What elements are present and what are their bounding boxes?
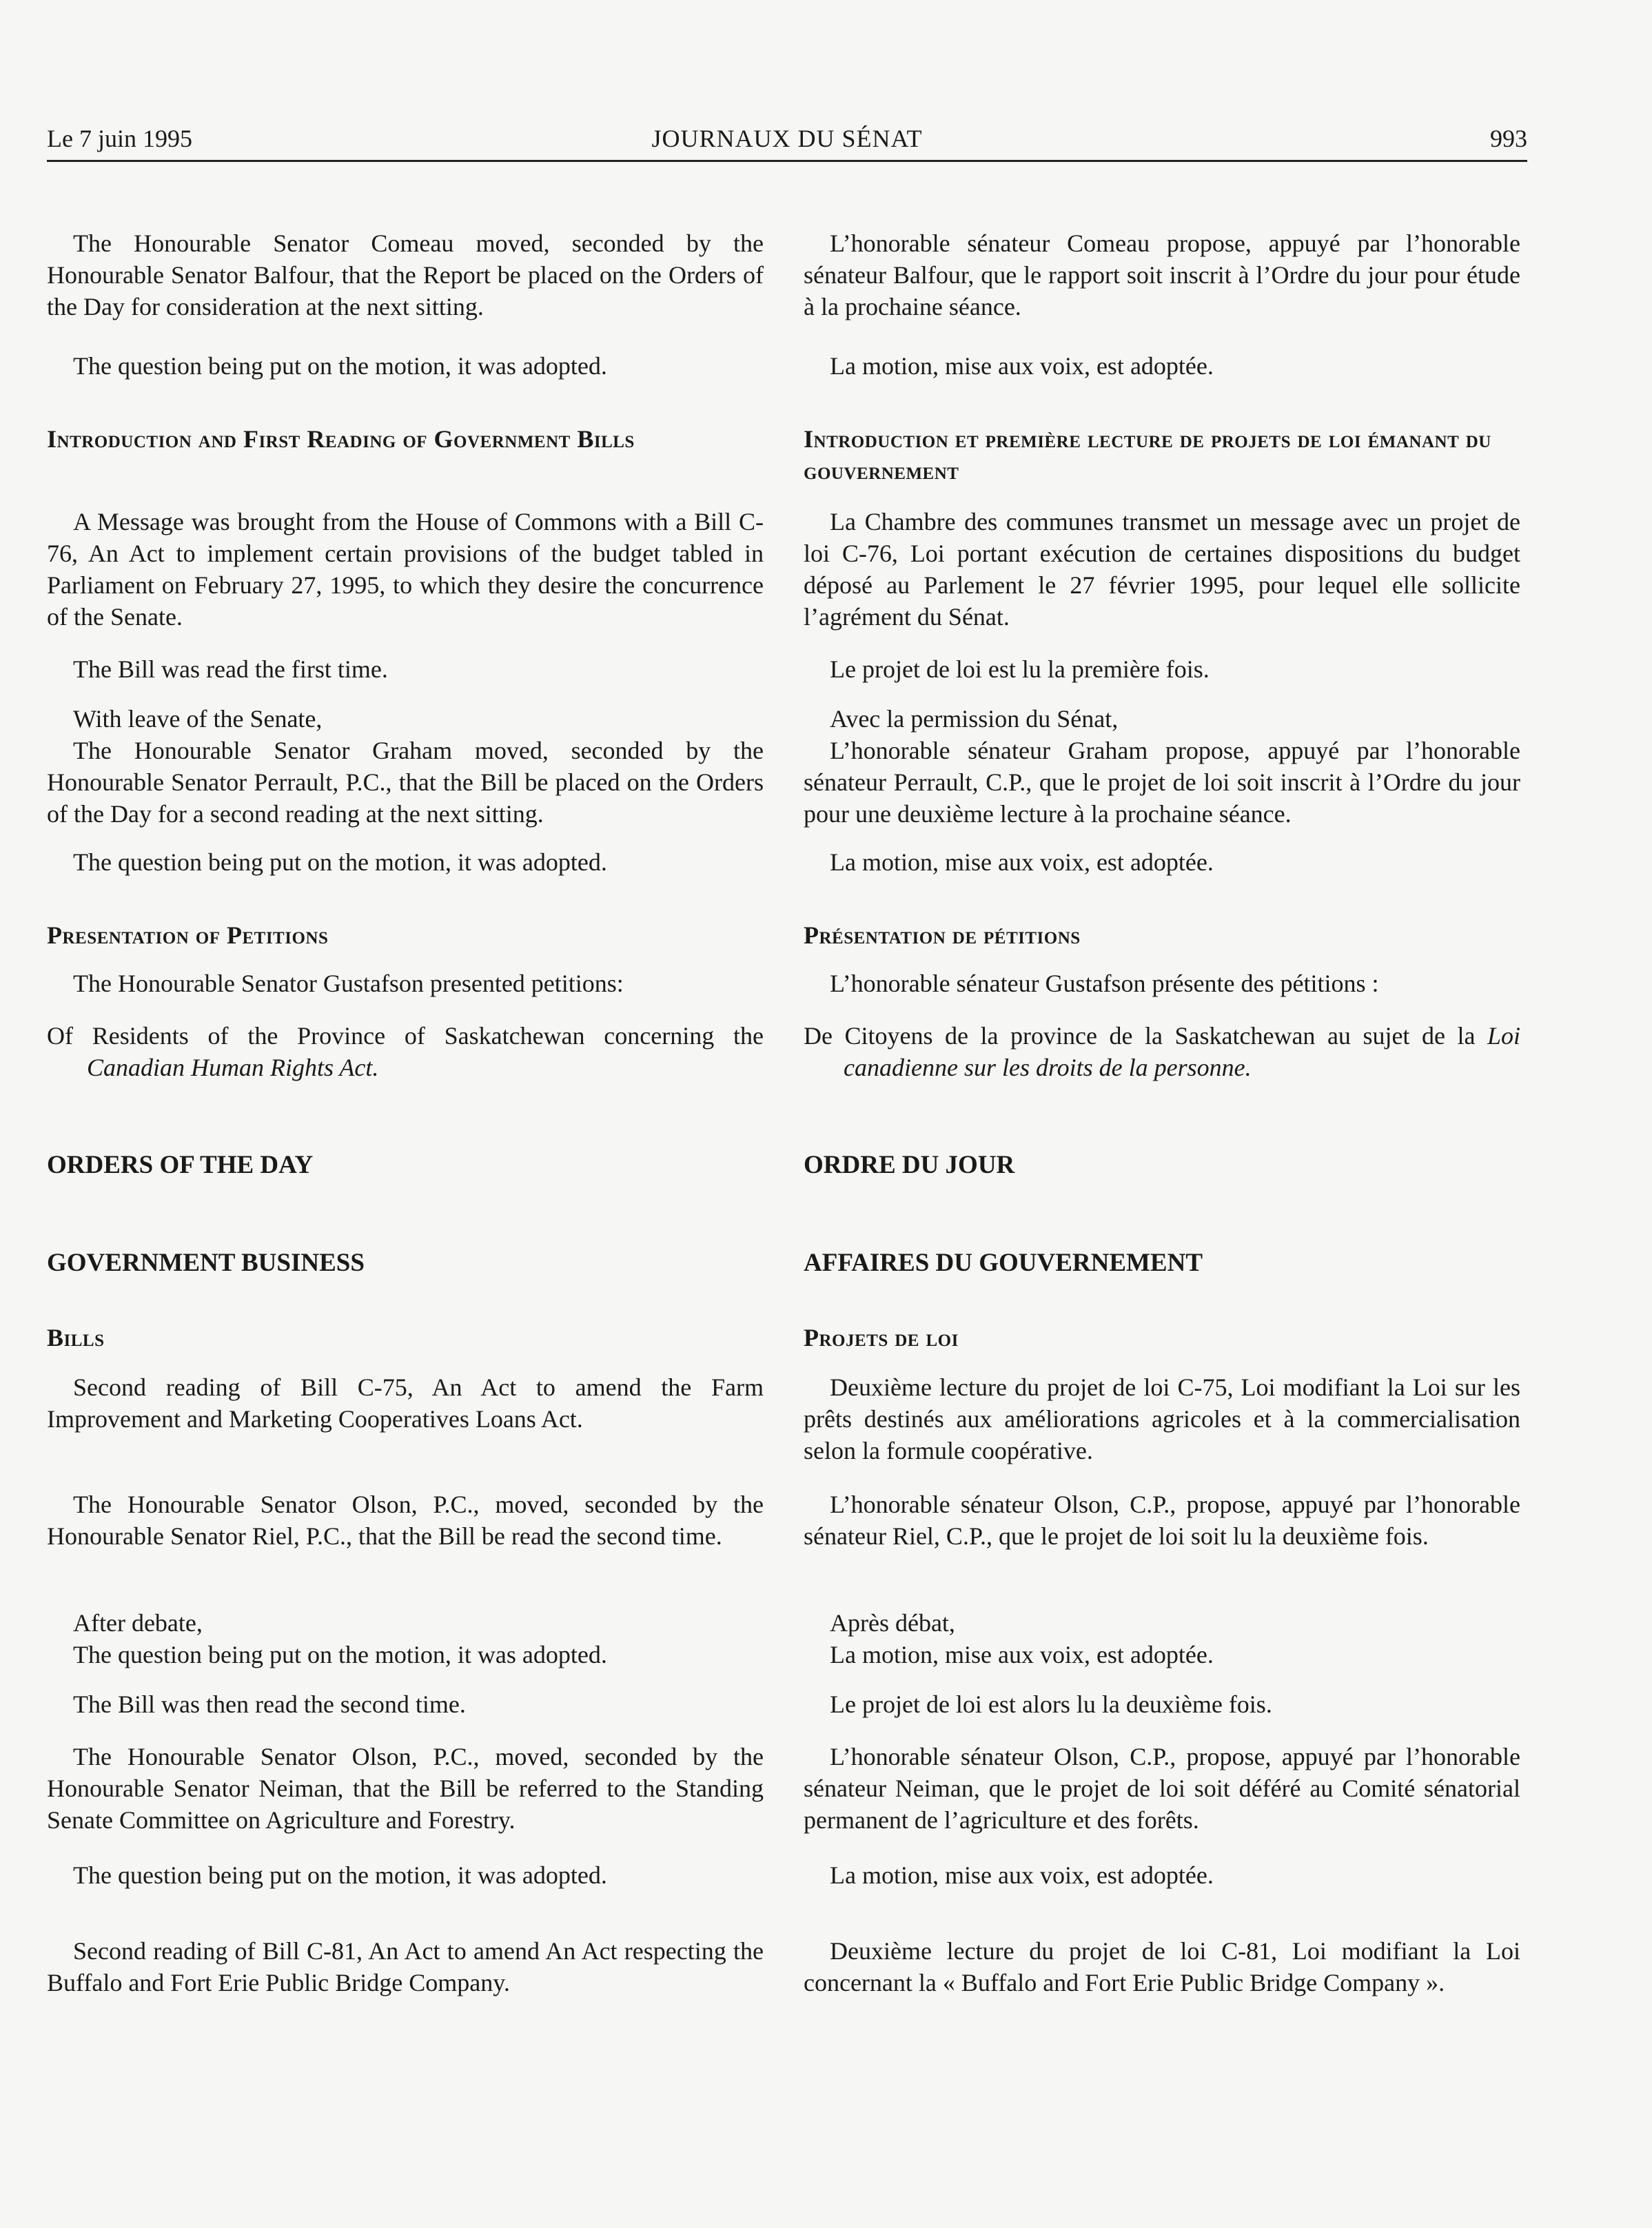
fr-heading-affaires-du-gouvernement: AFFAIRES DU GOUVERNEMENT — [804, 1249, 1203, 1277]
fr-paragraph-graham-motion: L’honorable sénateur Graham propose, appuyé par l’honorable sénateur Perrault, C.P., que le projet de loi soit inscrit à l’Ordre du jour pour une deuxième lecture à la prochaine séance. — [804, 737, 1520, 828]
fr-paragraph-report-motion: L’honorable sénateur Comeau propose, appuyé par l’honorable sénateur Balfour, que le rapport soit inscrit à l’Ordre du jour pour étude à la prochaine séance. — [804, 229, 1520, 320]
header-title: JOURNAUX DU SÉNAT — [651, 125, 923, 152]
en-paragraph-first-time: The Bill was read the first time. — [73, 655, 388, 683]
en-paragraph-graham-motion: The Honourable Senator Graham moved, seconded by the Honourable Senator Perrault, P.C., that the Bill be placed on the Orders of the Day for a second reading at the next sitting. — [47, 737, 764, 828]
en-heading-first-reading: Introduction and First Reading of Government Bills — [47, 425, 635, 453]
en-paragraph-adopted-2: The question being put on the motion, it was adopted. — [73, 848, 607, 876]
en-heading-petitions: Presentation of Petitions — [47, 921, 329, 949]
en-paragraph-gustafson: The Honourable Senator Gustafson presented petitions: — [73, 970, 624, 997]
fr-paragraph-adopted-2: La motion, mise aux voix, est adoptée. — [830, 848, 1214, 876]
fr-paragraph-adopted-4: La motion, mise aux voix, est adoptée. — [830, 1861, 1214, 1889]
fr-paragraph-olson-neiman-motion: L’honorable sénateur Olson, C.P., propose, appuyé par l’honorable sénateur Neiman, que le projet de loi soit déféré au Comité sénatorial permanent de l’agriculture et des forêts. — [804, 1743, 1520, 1834]
en-paragraph-message-c76: A Message was brought from the House of Commons with a Bill C-76, An Act to implement certain provisions of the budget tabled in Parliament on February 27, 1995, to which they desire the concurrence of the Senate. — [47, 508, 764, 631]
fr-paragraph-adopted-1: La motion, mise aux voix, est adoptée. — [830, 352, 1214, 380]
fr-paragraph-after-debate: Après débat, — [830, 1609, 955, 1637]
fr-paragraph-gustafson: L’honorable sénateur Gustafson présente des pétitions : — [830, 970, 1379, 997]
en-paragraph-second-time: The Bill was then read the second time. — [73, 1690, 466, 1718]
en-paragraph-report-motion: The Honourable Senator Comeau moved, seconded by the Honourable Senator Balfour, that the Report be placed on the Orders of the Day for consideration at the next sitting. — [47, 229, 764, 320]
fr-paragraph-olson-riel-motion: L’honorable sénateur Olson, C.P., propose, appuyé par l’honorable sénateur Riel, C.P., que le projet de loi soit lu la deuxième fois. — [804, 1491, 1520, 1550]
header-date: Le 7 juin 1995 — [47, 125, 192, 152]
en-paragraph-c75-second-reading: Second reading of Bill C-75, An Act to amend the Farm Improvement and Marketing Cooperatives Loans Act. — [47, 1373, 764, 1433]
fr-paragraph-c81-second-reading: Deuxième lecture du projet de loi C-81, Loi modifiant la Loi concernant la « Buffalo and Fort Erie Public Bridge Company ». — [804, 1937, 1520, 1996]
en-heading-orders-of-the-day: ORDERS OF THE DAY — [47, 1151, 314, 1179]
en-petition-act-title: Canadian Human Rights Act. — [87, 1054, 379, 1081]
en-paragraph-petition-residents — [47, 1020, 764, 1083]
fr-paragraph-c75-second-reading: Deuxième lecture du projet de loi C-75, Loi modifiant la Loi sur les prêts destinés aux améliorations agricoles et à la commercialisation selon la formule coopérative. — [804, 1373, 1520, 1464]
en-paragraph-olson-riel-motion: The Honourable Senator Olson, P.C., moved, seconded by the Honourable Senator Riel, P.C., that the Bill be read the second time. — [47, 1491, 764, 1550]
page-number: 993 — [1490, 125, 1527, 152]
en-paragraph-adopted-1: The question being put on the motion, it was adopted. — [73, 352, 607, 380]
fr-paragraph-second-time: Le projet de loi est alors lu la deuxième fois. — [830, 1690, 1272, 1718]
en-petition-text: Of Residents of the Province of Saskatchewan concerning the — [47, 1022, 764, 1050]
en-paragraph-leave: With leave of the Senate, — [73, 705, 323, 733]
fr-heading-petitions: Présentation de pétitions — [804, 921, 1081, 949]
fr-paragraph-first-time: Le projet de loi est lu la première fois. — [830, 655, 1210, 683]
fr-petition-act-title: Loi canadienne sur les droits de la personne. — [844, 1022, 1520, 1081]
fr-paragraph-adopted-3: La motion, mise aux voix, est adoptée. — [830, 1641, 1214, 1668]
en-paragraph-after-debate: After debate, — [73, 1609, 203, 1637]
fr-paragraph-petition-citoyens — [804, 1020, 1520, 1083]
en-heading-government-business: GOVERNMENT BUSINESS — [47, 1249, 365, 1277]
en-heading-bills: Bills — [47, 1324, 105, 1351]
page-header — [47, 117, 1527, 162]
fr-petition-text: De Citoyens de la province de la Saskatchewan au sujet de la — [804, 1022, 1487, 1050]
fr-paragraph-leave: Avec la permission du Sénat, — [830, 705, 1119, 733]
fr-paragraph-message-c76: La Chambre des communes transmet un message avec un projet de loi C-76, Loi portant exécution de certaines dispositions du budget déposé au Parlement le 27 février 1995, pour lequel elle sollicite l’agrément du Sénat. — [804, 508, 1520, 631]
en-paragraph-adopted-4: The question being put on the motion, it was adopted. — [73, 1861, 607, 1889]
en-paragraph-olson-neiman-motion: The Honourable Senator Olson, P.C., moved, seconded by the Honourable Senator Neiman, that the Bill be referred to the Standing Senate Committee on Agriculture and Forestry. — [47, 1743, 764, 1834]
fr-heading-first-reading: Introduction et première lecture de projets de loi émanant du gouvernement — [804, 425, 1491, 484]
fr-heading-ordre-du-jour: ORDRE DU JOUR — [804, 1151, 1015, 1179]
en-paragraph-c81-second-reading: Second reading of Bill C-81, An Act to amend An Act respecting the Buffalo and Fort Erie Public Bridge Company. — [47, 1937, 764, 1996]
fr-heading-projets-de-loi: Projets de loi — [804, 1324, 959, 1351]
en-paragraph-adopted-3: The question being put on the motion, it was adopted. — [73, 1641, 607, 1668]
